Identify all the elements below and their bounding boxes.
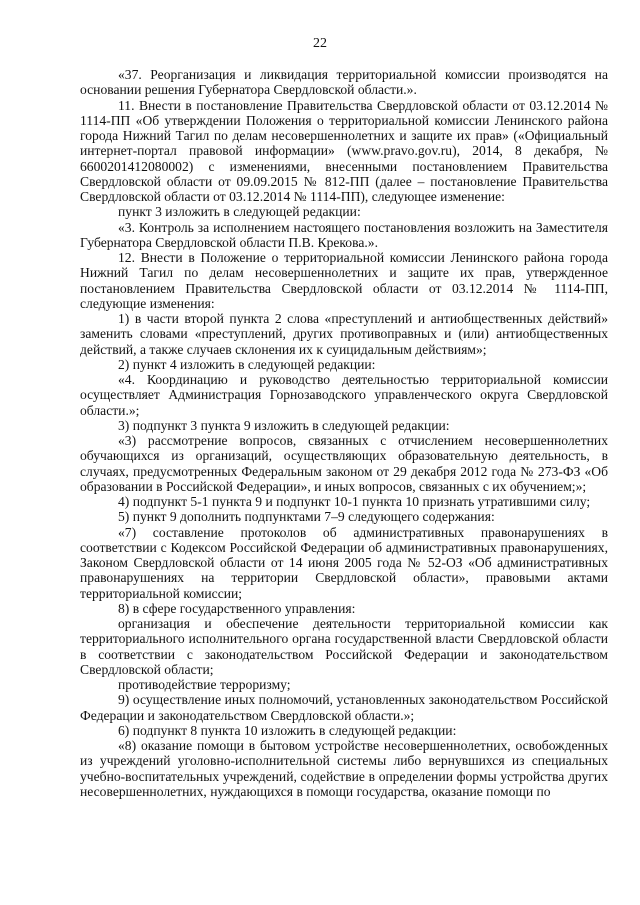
paragraph-subitem-4: 4) подпункт 5-1 пункта 9 и подпункт 10-1 пункта 10 признать утратившими силу; bbox=[118, 494, 591, 509]
document-body bbox=[80, 67, 608, 799]
paragraph-item-11: 11. Внести в постановление Правительства Свердловской области от 03.12.2014 № 1114-ПП «Об утверждении Положения о территориальной комиссии Ленинского района города Нижний Тагил по делам несовершеннолетних и защите их прав» («Официальный интернет-портал правовой информации» (www.pravo.gov.ru), 2014, 8 декабря, № 6600201412080002) с изменениями, внесенными постановлением Правительства Свердловской области от 09.09.2015 № 812-ПП (далее – постановление Правительства Свердловской области от 03.12.2014 № 1114-ПП), следующее изменение: bbox=[80, 97, 608, 204]
paragraph-subitem-2-quote: «4. Координацию и руководство деятельностью территориальной комиссии осуществляет Администрация Горнозаводского управленческого округа Свердловской области.»; bbox=[80, 372, 608, 418]
paragraph-subitem-6-quote: «8) оказание помощи в бытовом устройстве несовершеннолетних, освобожденных из учреждений уголовно-исполнительной системы либо вернувшихся из специальных учебно-воспитательных учреждений, содействие в определении формы устройства других несовершеннолетних, нуждающихся в помощи государства, оказание помощи по bbox=[80, 738, 608, 799]
paragraph-subitem-5-quote-9: 9) осуществление иных полномочий, установленных законодательством Российской Федерации и законодательством Свердловской области.»; bbox=[80, 692, 608, 723]
paragraph-subitem-3-quote: «3) рассмотрение вопросов, связанных с отчислением несовершеннолетних обучающихся из организаций, осуществляющих образовательную деятельность, в случаях, предусмотренных Федеральным законом от 29 декабря 2012 года № 273-ФЗ «Об образовании в Российской Федерации», и иных вопросов, связанных с их обучением;»; bbox=[80, 433, 608, 494]
paragraph-item-11-clause: пункт 3 изложить в следующей редакции: bbox=[118, 204, 361, 220]
paragraph-subitem-3: 3) подпункт 3 пункта 9 изложить в следующей редакции: bbox=[118, 417, 450, 433]
paragraph-item-11-quote: «3. Контроль за исполнением настоящего постановления возложить на Заместителя Губернатора Свердловской области П.В. Крекова.». bbox=[80, 219, 608, 250]
paragraph-subitem-6: 6) подпункт 8 пункта 10 изложить в следующей редакции: bbox=[118, 722, 457, 738]
paragraph-subitem-2: 2) пункт 4 изложить в следующей редакции: bbox=[118, 356, 376, 372]
paragraph-subitem-5-quote-8: 8) в сфере государственного управления: bbox=[118, 600, 356, 616]
paragraph-subitem-5-quote-8a: организация и обеспечение деятельности территориальной комиссии как территориального исполнительного органа государственной власти Свердловской области в соответствии с законодательством Российской Федерации и законодательством Свердловской области; bbox=[80, 616, 608, 677]
paragraph-subitem-1: 1) в части второй пункта 2 слова «преступлений и антиобщественных действий» заменить словами «преступлений, других противоправных и (или) антиобщественных действий, а также случаев склонения их к суицидальным действиям»; bbox=[80, 311, 608, 357]
paragraph-item-12: 12. Внести в Положение о территориальной комиссии Ленинского района города Нижний Тагил по делам несовершеннолетних и защите их прав, утвержденное постановлением Правительства Свердловской области от 03.12.2014 № 1114-ПП, следующие изменения: bbox=[80, 250, 608, 311]
paragraph-subitem-5-quote-8b: противодействие терроризму; bbox=[118, 677, 291, 692]
page-number: 22 bbox=[313, 36, 327, 51]
paragraph-37-quote: «37. Реорганизация и ликвидация территориальной комиссии производятся на основании решения Губернатора Свердловской области.». bbox=[80, 67, 608, 98]
paragraph-subitem-5-quote-7: «7) составление протоколов об административных правонарушениях в соответствии с Кодексом Российской Федерации об административных правонарушениях, Законом Свердловской области от 14 июня 2005 года № 52-ОЗ «Об административных правонарушениях на территории Свердловской области», правовыми актами территориальной комиссии; bbox=[80, 524, 608, 601]
paragraph-subitem-5: 5) пункт 9 дополнить подпунктами 7–9 следующего содержания: bbox=[118, 509, 495, 525]
